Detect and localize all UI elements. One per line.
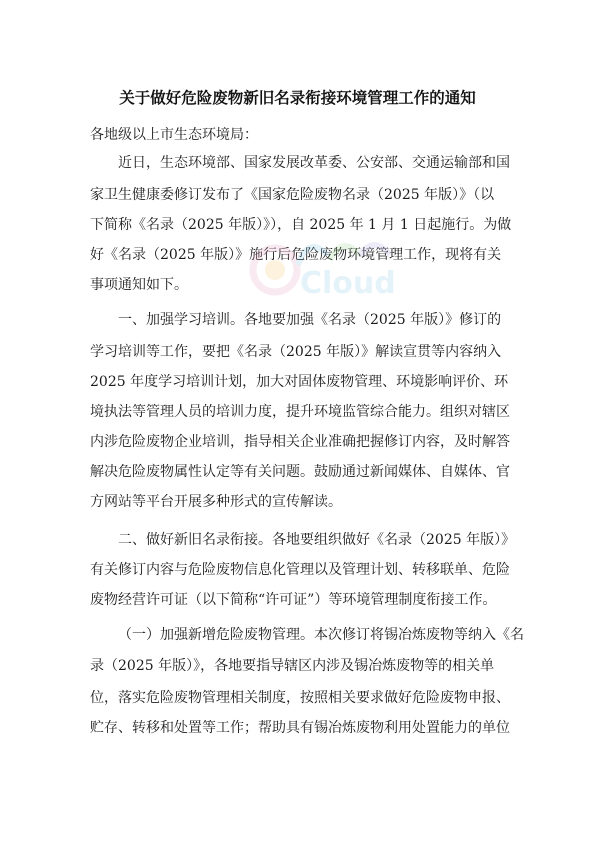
paragraph-2-line: 学习培训等工作，要把《名录（2025 年版）》解读宣贯等内容纳入 — [90, 344, 502, 360]
paragraph-4-line: （一）加强新增危险废物管理。本次修订将锡冶炼废物等纳入《名 — [118, 627, 524, 643]
paragraph-3-line: 二、做好新旧名录衔接。各地要组织做好《名录（2025 年版）》 — [118, 532, 516, 548]
paragraph-2-line: 境执法等管理人员的培训力度，提升环境监管综合能力。组织对辖区 — [90, 404, 510, 420]
paragraph-1-line: 近日，生态环境部、国家发展改革委、公安部、交通运输部和国 — [118, 155, 510, 171]
paragraph-2-line: 内涉危险废物企业培训，指导相关企业准确把握修订内容，及时解答 — [90, 434, 510, 450]
paragraph-3-line: 有关修订内容与危险废物信息化管理以及管理计划、转移联单、危险 — [90, 562, 510, 578]
paragraph-4-line: 位，落实危险废物管理相关制度，按照相关要求做好危险废物申报、 — [90, 690, 510, 706]
paragraph-3-line: 废物经营许可证（以下简称“许可证”）等环境管理制度衔接工作。 — [90, 592, 497, 608]
paragraph-4-line: 贮存、转移和处置等工作；帮助具有锡冶炼废物利用处置能力的单位 — [90, 720, 510, 736]
salutation: 各地级以上市生态环境局： — [90, 127, 258, 143]
watermark-text: Cloud — [300, 266, 396, 301]
paragraph-2-line: 一、加强学习培训。各地要加强《名录（2025 年版）》修订的 — [118, 312, 502, 328]
paragraph-1-line: 下简称《名录（2025 年版）》），自 2025 年 1 月 1 日起施行。为做 — [90, 217, 512, 233]
paragraph-2-line: 2025 年度学习培训计划，加大对固体废物管理、环境影响评价、环 — [90, 374, 509, 390]
paragraph-2-line: 解决危险废物属性认定等有关问题。鼓励通过新闻媒体、自媒体、官 — [90, 464, 510, 480]
paragraph-1-line: 好《名录（2025 年版）》施行后危险废物环境管理工作，现将有关 — [90, 247, 502, 263]
paragraph-1-line: 事项通知如下。 — [90, 277, 188, 293]
paragraph-1-line: 家卫生健康委修订发布了《国家危险废物名录（2025 年版）》（以 — [90, 187, 495, 203]
paragraph-2-line: 方网站等平台开展多种形式的宣传解读。 — [90, 494, 342, 510]
document-title: 关于做好危险废物新旧名录衔接环境管理工作的通知 — [119, 89, 476, 107]
paragraph-4-line: 录（2025 年版）》，各地要指导辖区内涉及锡冶炼废物等的相关单 — [90, 658, 495, 674]
